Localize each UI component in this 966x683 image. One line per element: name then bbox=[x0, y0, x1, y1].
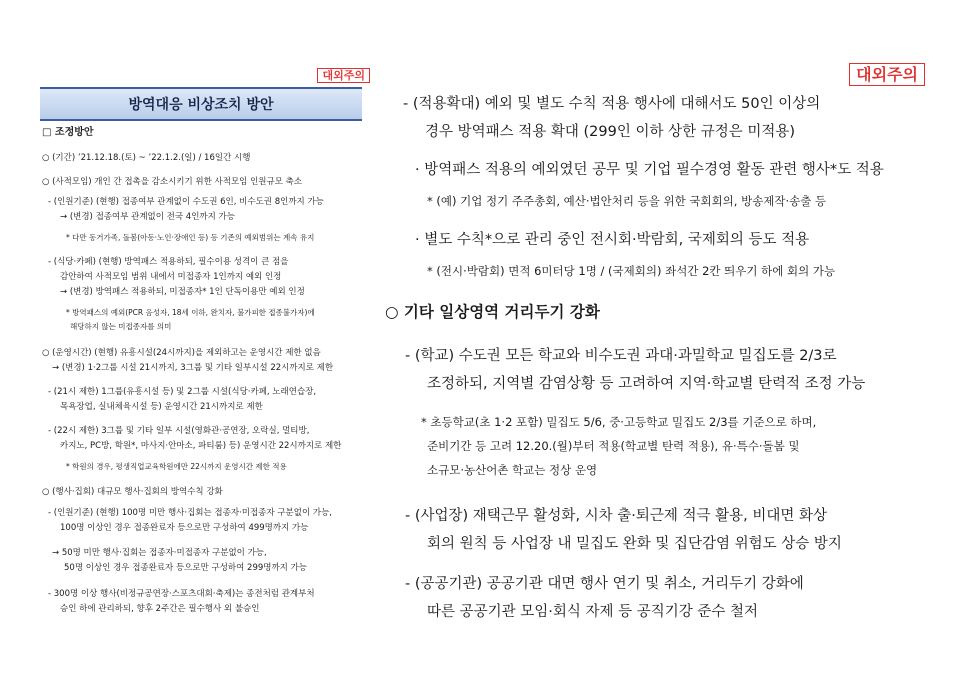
note-line: * 학원의 경우, 평생직업교육학원에만 22시까지 운영시간 제한 적용 bbox=[66, 462, 287, 471]
private-gathering-line: ○ (사적모임) 개인 간 접촉을 감소시키기 위한 사적모임 인원규모 축소 bbox=[42, 177, 303, 187]
period-line: ○ (기간) ’21.12.18.(토) ~ ’22.1.2.(일) / 16일간 시행 bbox=[42, 153, 251, 163]
note-line: * 방역패스의 예외(PCR 음성자, 18세 이하, 완치자, 불가피한 접종불가자)에 bbox=[66, 308, 315, 317]
text-line: 회의 원칙 등 사업장 내 밀집도 완화 및 집단감염 위험도 상승 방지 bbox=[427, 536, 842, 552]
text-line: - (22시 제한) 3그룹 및 기타 일부 시설(영화관·공연장, 오락실, 멀티방, bbox=[48, 426, 310, 436]
text-line: → (변경) 접종여부 관계없이 전국 4인까지 가능 bbox=[60, 212, 235, 222]
left-page bbox=[30, 0, 370, 683]
text-line: 50명 이상인 경우 접종완료자 등으로만 구성하여 299명까지 가능 bbox=[64, 563, 308, 573]
events-line: ○ (행사·집회) 대규모 행사·집회의 방역수칙 강화 bbox=[42, 487, 223, 497]
text-line: → (변경) 방역패스 적용하되, 미접종자* 1인 단독이용만 예외 인정 bbox=[60, 287, 305, 297]
note-line: 소규모·농산어촌 학교는 정상 운영 bbox=[427, 463, 598, 477]
note-line: * (전시·박람회) 면적 6미터당 1명 / (국제회의) 좌석간 2칸 띄우기 하에 회의 가능 bbox=[427, 264, 836, 278]
text-line: - (적용확대) 예외 및 별도 수칙 적용 행사에 대해서도 50인 이상의 bbox=[403, 96, 821, 112]
text-line: 카지노, PC방, 학원*, 마사지·안마소, 파티룸) 등) 운영시간 22시까지로 제한 bbox=[60, 441, 342, 451]
text-line: 따른 공공기관 모임·회식 자제 등 공직기강 준수 철저 bbox=[427, 604, 759, 620]
text-line: - (인원기준) (현행) 접종여부 관계없이 수도권 6인, 비수도권 8인까지 가능 bbox=[48, 197, 324, 207]
text-line: 조정하되, 지역별 감염상황 등 고려하여 지역·학교별 탄력적 조정 가능 bbox=[427, 376, 866, 392]
section-heading: ○ 기타 일상영역 거리두기 강화 bbox=[385, 303, 600, 321]
text-line: - (인원기준) (현행) 100명 미만 행사·집회는 접종자·미접종자 구분없이 가능, bbox=[48, 508, 332, 518]
text-line: - (사업장) 재택근무 활성화, 시차 출·퇴근제 적극 활용, 비대면 화상 bbox=[405, 508, 828, 524]
document-title: 방역대응 비상조치 방안 bbox=[40, 87, 362, 121]
note-line: * (예) 기업 정기 주주총회, 예산·법안처리 등을 위한 국회회의, 방송제작·송출 등 bbox=[427, 194, 827, 208]
text-line: 100명 이상인 경우 접종완료자 등으로만 구성하여 499명까지 가능 bbox=[60, 523, 309, 533]
text-line: - (식당·카페) (현행) 방역패스 적용하되, 필수이용 성격이 큰 점을 bbox=[48, 257, 289, 267]
text-line: - 300명 이상 행사(비정규공연장·스포츠대회·축제)는 종전처럼 관계부처 bbox=[48, 589, 315, 599]
text-line: 경우 방역패스 적용 확대 (299인 이하 상한 규정은 미적용) bbox=[425, 124, 796, 140]
text-line: · 별도 수칙*으로 관리 중인 전시회·박람회, 국제회의 등도 적용 bbox=[415, 232, 810, 248]
operating-hours-line: ○ (운영시간) (현행) 유흥시설(24시까지)을 제외하고는 운영시간 제한 없음 bbox=[42, 348, 321, 358]
caution-stamp: 대외주의 bbox=[317, 68, 370, 83]
text-line: · 방역패스 적용의 예외였던 공무 및 기업 필수경영 활동 관련 행사*도 적용 bbox=[415, 162, 884, 178]
text-line: - (공공기관) 공공기관 대면 행사 연기 및 취소, 거리두기 강화에 bbox=[405, 576, 804, 592]
right-page bbox=[385, 0, 945, 683]
text-line: 승인 하에 관리하되, 향후 2주간은 필수행사 외 불승인 bbox=[60, 604, 260, 614]
text-line: - (21시 제한) 1그룹(유흥시설 등) 및 2그룹 시설(식당·카페, 노래연습장, bbox=[48, 387, 317, 397]
note-line: * 초등학교(초 1·2 포함) 밀집도 5/6, 중·고등학교 밀집도 2/3를 기준으로 하며, bbox=[421, 415, 817, 429]
note-line: 준비기간 등 고려 12.20.(월)부터 적용(학교별 탄력 적용), 유·특수·돌봄 및 bbox=[427, 439, 800, 453]
text-line: - (학교) 수도권 모든 학교와 비수도권 과대·과밀학교 밀집도를 2/3로 bbox=[405, 348, 837, 364]
text-line: 목욕장업, 실내체육시설 등) 운영시간 21시까지로 제한 bbox=[60, 402, 263, 412]
section-heading: □ 조정방안 bbox=[42, 127, 94, 138]
note-line: * 다만 동거가족, 돌봄(아동·노인·장애인 등) 등 기존의 예외범위는 계속 유지 bbox=[66, 233, 315, 242]
text-line: → (변경) 1·2그룹 시설 21시까지, 3그룹 및 기타 일부시설 22시까지로 제한 bbox=[52, 363, 334, 373]
caution-stamp: 대외주의 bbox=[849, 63, 925, 86]
note-line: 해당하지 않는 미접종자를 의미 bbox=[70, 322, 172, 331]
text-line: 감안하여 사적모임 범위 내에서 미접종자 1인까지 예외 인정 bbox=[60, 272, 282, 282]
text-line: → 50명 미만 행사·집회는 접종자·미접종자 구분없이 가능, bbox=[52, 548, 267, 558]
